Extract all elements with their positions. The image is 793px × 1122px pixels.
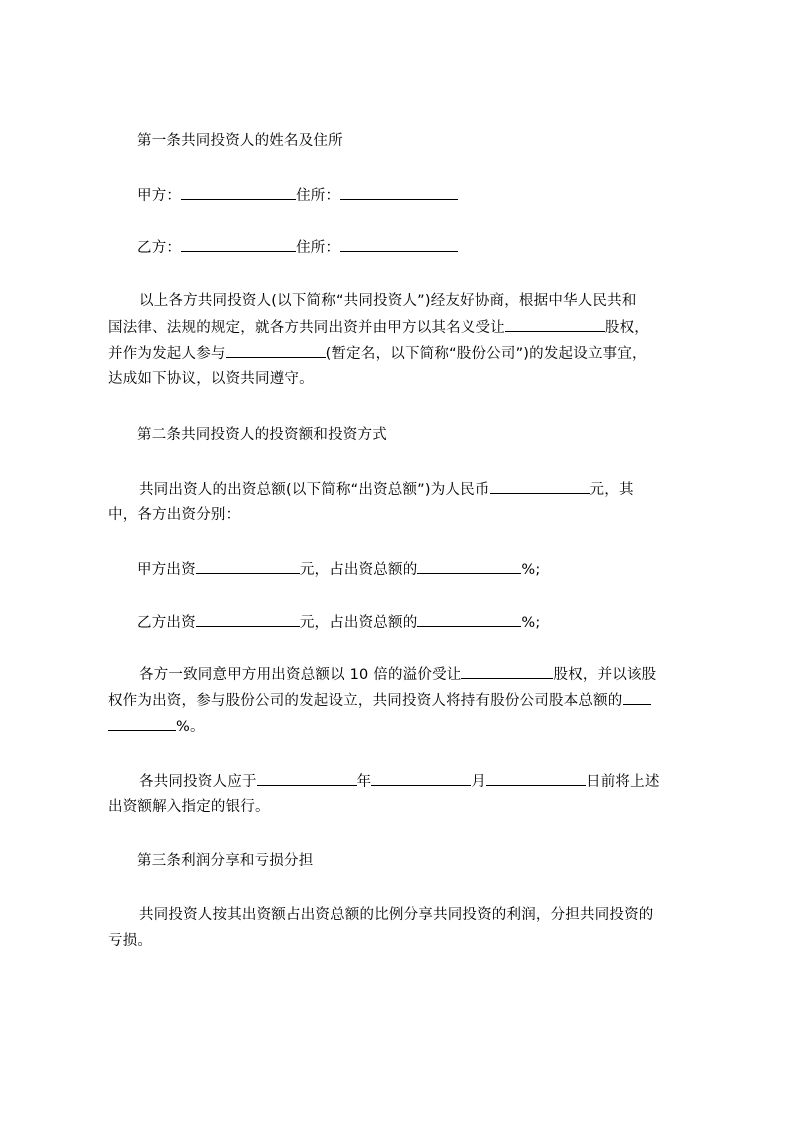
deposit-line-1-suffix: 日前将上述 — [586, 774, 660, 790]
profit-line-1: 共同投资人按其出资额占出资总额的比例分享共同投资的利润，分担共同投资的 — [139, 907, 654, 923]
company-name-blank — [226, 343, 326, 358]
deposit-line-2: 出资额解入指定的银行。 — [108, 799, 270, 815]
intro-line-3-text: 并作为发起人参与 — [108, 346, 226, 362]
party-a-residence-label: 住所： — [296, 188, 341, 204]
party-b-residence-label: 住所： — [296, 240, 341, 256]
consent-line-3 — [108, 716, 205, 737]
party-a-share-label: 元，占出资总额的 — [299, 562, 418, 578]
article-1-title: 第一条共同投资人的姓名及住所 — [137, 133, 343, 149]
consent-line-2-text: 权作为出资，参与股份公司的发起设立，共同投资人将持有股份公司股本总额的 — [108, 693, 623, 709]
party-a-percent-blank — [417, 559, 521, 574]
consent-line-2 — [108, 690, 651, 711]
equity-percent-blank-b — [108, 716, 176, 731]
party-a-contribution-label: 甲方出资 — [137, 562, 196, 578]
total-line-1-suffix: 元，其 — [589, 482, 634, 498]
party-a-amount-blank — [196, 559, 300, 574]
consent-line-1 — [139, 664, 656, 685]
party-b-contribution-label: 乙方出资 — [137, 615, 196, 631]
total-line-2: 中，各方出资分别： — [108, 507, 241, 523]
deposit-line-1 — [139, 771, 660, 792]
deposit-year-blank — [257, 771, 357, 786]
intro-line-2-text: 国法律、法规的规定，就各方共同出资并由甲方以其名义受让 — [108, 320, 505, 336]
party-b-amount-blank — [196, 612, 300, 627]
deposit-day-blank — [486, 771, 586, 786]
consent-line-1-suffix: 股权，并以该股 — [553, 667, 657, 683]
intro-line-4: 达成如下协议，以资共同遵守。 — [108, 371, 314, 387]
party-b-share-label: 元，占出资总额的 — [299, 615, 418, 631]
party-a-residence-blank — [340, 185, 458, 200]
total-line-1 — [139, 479, 634, 500]
party-b-percent-blank — [417, 612, 521, 627]
deposit-month-label: 月 — [471, 774, 487, 790]
party-a-label: 甲方： — [137, 188, 182, 204]
intro-line-2-suffix: 股权， — [604, 320, 650, 336]
profit-line-2: 亏损。 — [108, 933, 153, 949]
party-b-name-blank — [181, 237, 296, 252]
party-b-contribution — [137, 612, 541, 633]
consent-line-1-text: 各方一致同意甲方用出资总额以 10 倍的溢价受让 — [139, 667, 462, 683]
intro-line-2 — [108, 317, 649, 338]
consent-line-3-suffix: %。 — [176, 719, 205, 735]
total-line-1-text: 共同出资人的出资总额(以下简称“出资总额”)为人民币 — [139, 482, 490, 498]
equity-percent-blank-a — [623, 690, 651, 705]
party-b-residence-blank — [340, 237, 458, 252]
deposit-month-blank — [371, 771, 471, 786]
article-2-title: 第二条共同投资人的投资额和投资方式 — [137, 427, 387, 443]
transfer-target-blank — [505, 317, 605, 332]
total-amount-blank — [490, 479, 590, 494]
intro-line-1: 以上各方共同投资人(以下简称“共同投资人”)经友好协商，根据中华人民共和 — [139, 293, 637, 309]
intro-line-3 — [108, 343, 647, 364]
intro-line-3-suffix: (暂定名，以下简称“股份公司”)的发起设立事宜， — [325, 346, 647, 362]
consent-target-blank — [461, 664, 553, 679]
party-b-line — [137, 237, 458, 258]
party-a-contribution — [137, 559, 541, 580]
article-3-title: 第三条利润分享和亏损分担 — [137, 853, 314, 869]
party-b-label: 乙方： — [137, 240, 182, 256]
party-a-percent-suffix: %; — [521, 562, 541, 578]
party-a-line — [137, 185, 458, 206]
deposit-line-1-text: 各共同投资人应于 — [139, 774, 257, 790]
deposit-year-label: 年 — [356, 774, 372, 790]
party-b-percent-suffix: %; — [521, 615, 541, 631]
party-a-name-blank — [181, 185, 296, 200]
